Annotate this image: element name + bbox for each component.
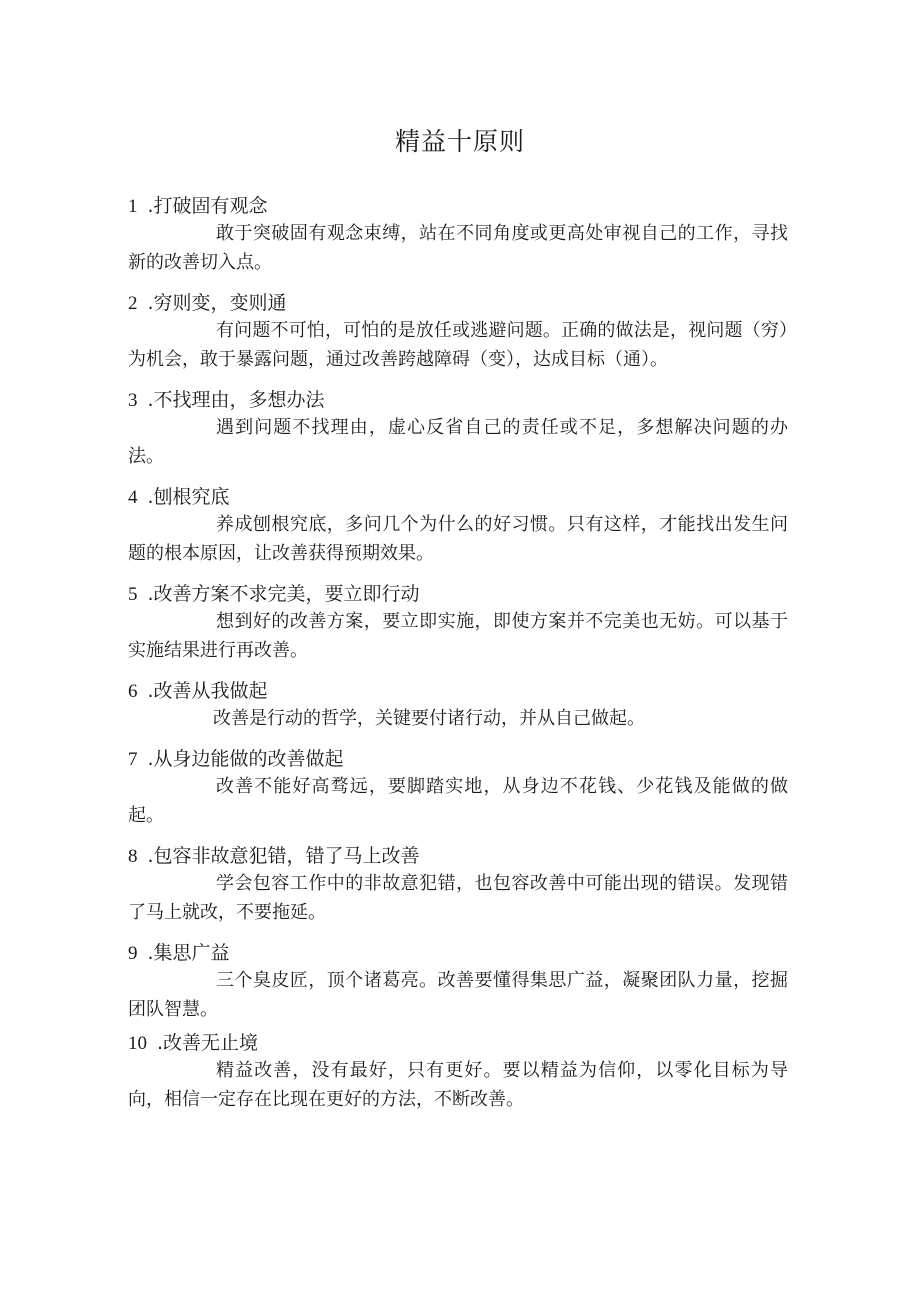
principle-body: 有问题不可怕，可怕的是放任或逃避问题。正确的做法是，视问题（穷）为机会，敢于暴露问题，通过改善跨越障碍（变），达成目标（通）。 [128, 320, 788, 370]
principle-3 [128, 387, 788, 471]
principle-body: 精益改善，没有最好，只有更好。要以精益为信仰，以零化目标为导向，相信一定存在比现在更好的方法，不断改善。 [128, 1060, 788, 1110]
principle-title: .改善从我做起 [147, 680, 268, 702]
principle-heading [128, 1030, 788, 1056]
principle-4 [128, 484, 788, 568]
principle-body: 学会包容工作中的非故意犯错，也包容改善中可能出现的错误。发现错了马上就改，不要拖延。 [128, 873, 788, 923]
principle-heading [128, 484, 788, 510]
principle-heading [128, 387, 788, 413]
principle-title: .刨根究底 [147, 486, 230, 508]
principle-title: .从身边能做的改善做起 [147, 748, 344, 770]
principle-7 [128, 746, 788, 830]
principle-number: 3 [128, 390, 138, 411]
principle-body: 改善不能好高骛远，要脚踏实地，从身边不花钱、少花钱及能做的做起。 [128, 776, 788, 826]
principle-10 [128, 1030, 788, 1114]
principle-title: .集思广益 [147, 942, 230, 964]
principle-number: 7 [128, 749, 138, 770]
principle-number: 1 [128, 196, 138, 217]
principle-title: .改善方案不求完美，要立即行动 [147, 583, 420, 605]
principle-body: 敢于突破固有观念束缚，站在不同角度或更高处审视自己的工作，寻找新的改善切入点。 [128, 223, 788, 273]
principle-heading [128, 290, 788, 316]
principle-heading [128, 581, 788, 607]
principles-list [128, 193, 788, 1127]
page-title: 精益十原则 [394, 127, 525, 156]
principle-heading [128, 746, 788, 772]
principle-title: .包容非故意犯错，错了马上改善 [147, 845, 420, 867]
principle-body: 改善是行动的哲学，关键要付诸行动，并从自己做起。 [213, 708, 645, 729]
principle-2 [128, 290, 788, 374]
principle-body: 遇到问题不找理由，虚心反省自己的责任或不足，多想解决问题的办法。 [128, 417, 788, 467]
principle-number: 9 [128, 943, 138, 964]
principle-heading [128, 193, 788, 219]
principle-9 [128, 940, 788, 1024]
principle-body: 想到好的改善方案，要立即实施，即使方案并不完美也无妨。可以基于实施结果进行再改善。 [128, 611, 788, 661]
principle-title: .穷则变，变则通 [147, 292, 287, 314]
principle-title: .打破固有观念 [147, 195, 268, 217]
principle-number: 4 [128, 487, 138, 508]
principle-number: 2 [128, 293, 138, 314]
principle-title: .改善无止境 [157, 1032, 259, 1054]
principle-heading [128, 940, 788, 966]
principle-5 [128, 581, 788, 665]
principle-number: 6 [128, 681, 138, 702]
principle-heading [128, 843, 788, 869]
principle-8 [128, 843, 788, 927]
principle-1 [128, 193, 788, 277]
principle-body: 三个臭皮匠，顶个诸葛亮。改善要懂得集思广益，凝聚团队力量，挖掘团队智慧。 [128, 970, 788, 1020]
principle-body: 养成刨根究底，多问几个为什么的好习惯。只有这样，才能找出发生问题的根本原因，让改善获得预期效果。 [128, 514, 788, 564]
principle-number: 5 [128, 584, 138, 605]
principle-title: .不找理由，多想办法 [147, 389, 325, 411]
principle-number: 8 [128, 846, 138, 867]
principle-number: 10 [128, 1033, 147, 1054]
principle-6 [128, 678, 788, 733]
principle-heading [128, 678, 788, 704]
